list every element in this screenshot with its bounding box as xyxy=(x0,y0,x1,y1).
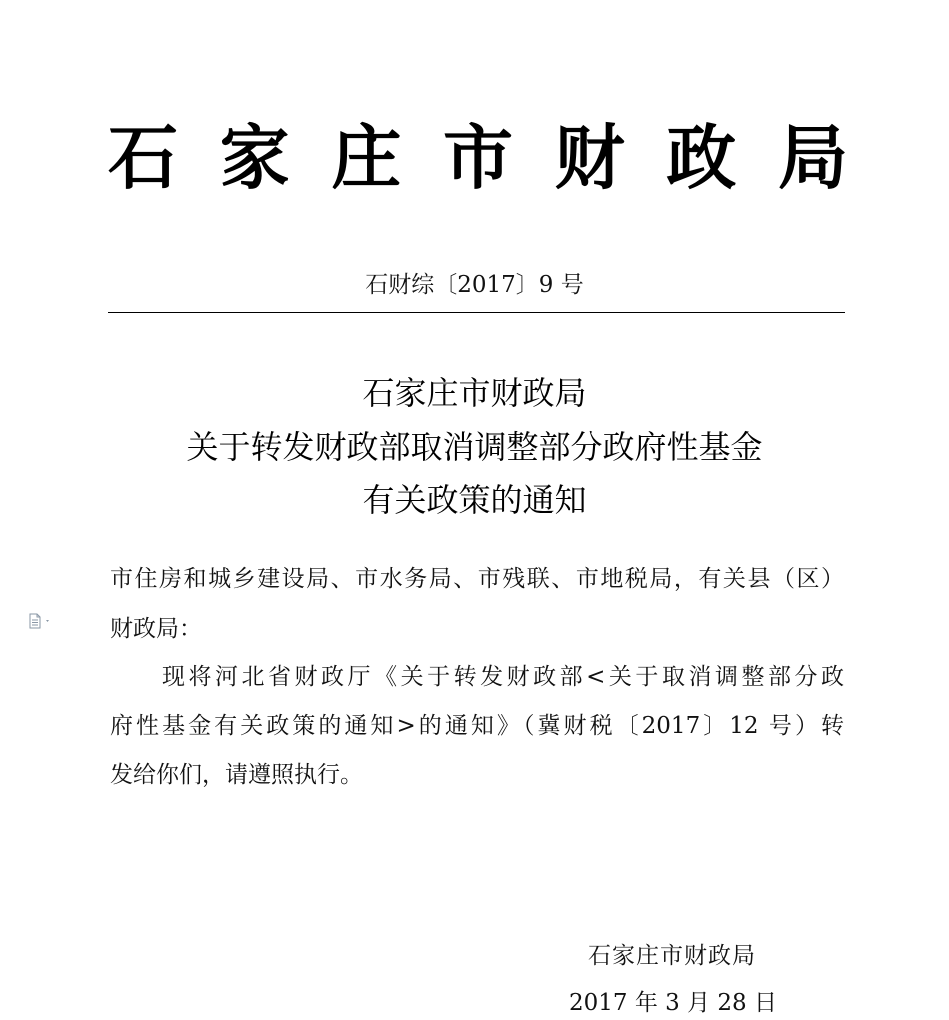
document-title-line-3: 有关政策的通知 xyxy=(362,481,587,519)
recipients-line-1: 市住房和城乡建设局、市水务局、市残联、市地税局，有关县（区） xyxy=(110,566,844,592)
header-char: 财 xyxy=(554,117,625,199)
header-char: 家 xyxy=(219,117,290,199)
body-text-line-2: 府性基金有关政策的通知>的通知》（冀财税〔2017〕12 号）转 xyxy=(110,713,844,739)
header-char: 局 xyxy=(777,117,848,199)
header-divider xyxy=(108,312,845,313)
recipients-line-2: 财政局： xyxy=(110,616,202,642)
header-char: 石 xyxy=(108,117,178,199)
body-text-line-3: 发给你们，请遵照执行。 xyxy=(110,762,363,788)
signature-date: 2017 年 3 月 28 日 xyxy=(569,990,777,1016)
header-char: 政 xyxy=(666,117,737,199)
header-char: 庄 xyxy=(331,117,402,199)
document-title-line-2: 关于转发财政部取消调整部分政府性基金 xyxy=(186,428,763,466)
signature-organization: 石家庄市财政局 xyxy=(588,943,756,969)
document-number: 石财综〔2017〕9 号 xyxy=(365,272,584,298)
issuing-authority-header xyxy=(108,118,848,198)
document-title-line-1: 石家庄市财政局 xyxy=(362,374,587,412)
header-char: 市 xyxy=(442,117,513,199)
body-text-line-1: 现将河北省财政厅《关于转发财政部<关于取消调整部分政 xyxy=(162,664,844,690)
document-icon[interactable] xyxy=(28,613,54,629)
